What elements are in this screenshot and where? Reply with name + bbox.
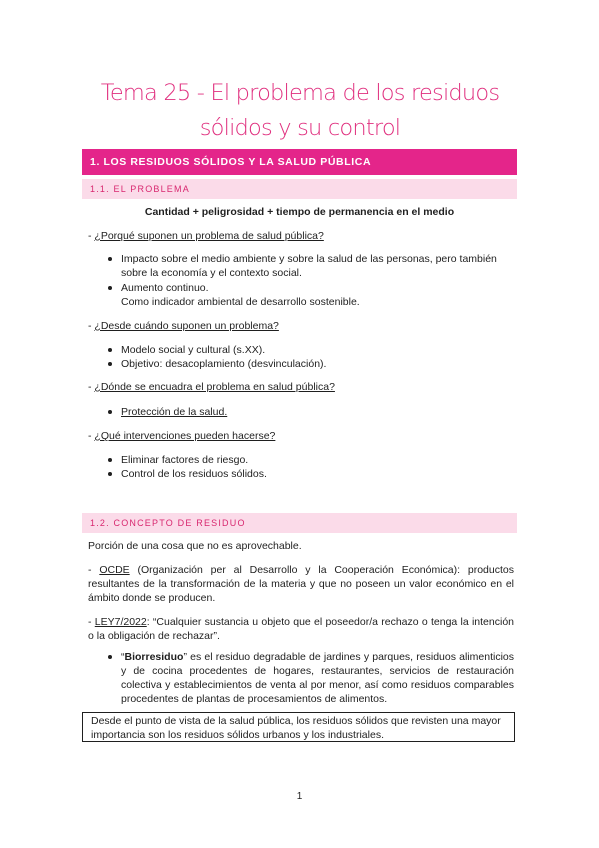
definition-text: Porción de una cosa que no es aprovechable. — [88, 540, 302, 552]
list-item: Objetivo: desacoplamiento (desvinculación). — [121, 358, 327, 370]
question-dash: - — [88, 381, 95, 393]
question-text: ¿Dónde se encuadra el problema en salud pública? — [94, 381, 335, 393]
paragraph-dash: - — [88, 616, 95, 628]
bullet-icon — [108, 655, 112, 659]
law-name: LEY7/2022 — [94, 616, 147, 628]
list-item: Control de los residuos sólidos. — [121, 468, 267, 480]
list-item: Impacto sobre el medio ambiente y sobre la salud de las personas, pero también — [121, 253, 497, 265]
law-definition: : “Cualquier sustancia u objeto que el poseedor/a rechazo o tenga la intención o la obligación de rechazar”. — [88, 616, 514, 642]
paragraph-dash: - — [88, 564, 100, 576]
quote-open: “ — [121, 651, 125, 663]
biowaste-term: Biorresiduo — [124, 651, 184, 663]
bullet-icon — [108, 362, 112, 366]
list-item: Modelo social y cultural (s.XX). — [121, 344, 266, 356]
note-box — [82, 712, 515, 742]
bullet-icon — [108, 410, 112, 414]
bullet-icon — [108, 472, 112, 476]
ocde-definition: (Organización per al Desarrollo y la Cooperación Económica): productos resultantes de la transformación de la materia y que no poseen un valor económico en el ámbito donde se producen. — [88, 564, 514, 604]
bullet-icon — [108, 286, 112, 290]
page-number: 1 — [296, 791, 303, 802]
question-2 — [88, 319, 279, 333]
question-dash: - — [88, 230, 95, 242]
ocde-paragraph — [88, 563, 514, 605]
question-text: ¿Qué intervenciones pueden hacerse? — [94, 430, 276, 442]
question-3 — [88, 380, 335, 394]
subsection-heading: 1.2. CONCEPTO DE RESIDUO — [82, 513, 517, 533]
question-text: ¿Desde cuándo suponen un problema? — [94, 320, 279, 332]
list-item-continuation: Como indicador ambiental de desarrollo sostenible. — [121, 296, 360, 308]
biowaste-definition: ” es el residuo degradable de jardines y parques, residuos alimenticios y de cocina procedentes de hogares, restaurantes, servicios de restauración colectiva y establecimientos de venta al por menor, así como residuos comparables procedentes de plantas de procesamientos de alimentos. — [121, 651, 514, 705]
page-title: Tema 25 - El problema de los residuos sólidos y su control — [100, 80, 500, 141]
biowaste-paragraph — [121, 650, 514, 706]
bullet-icon — [108, 348, 112, 352]
list-item-continuation: sobre la economía y el contexto social. — [121, 267, 302, 279]
question-1 — [88, 229, 324, 243]
subsection-heading: 1.1. EL PROBLEMA — [82, 179, 517, 199]
question-text: ¿Porqué suponen un problema de salud pública? — [94, 230, 324, 242]
list-item: Aumento continuo. — [121, 282, 209, 294]
ocde-abbreviation: OCDE — [99, 564, 130, 576]
question-dash: - — [88, 430, 95, 442]
bullet-icon — [108, 458, 112, 462]
formula-line: Cantidad + peligrosidad + tiempo de permanencia en el medio — [144, 206, 455, 218]
list-item: Protección de la salud. — [121, 406, 228, 418]
law-paragraph — [88, 615, 514, 643]
bullet-icon — [108, 257, 112, 261]
list-item: Eliminar factores de riesgo. — [121, 454, 249, 466]
question-4 — [88, 429, 275, 443]
question-dash: - — [88, 320, 95, 332]
section-heading: 1. LOS RESIDUOS SÓLIDOS Y LA SALUD PÚBLICA — [82, 149, 517, 175]
note-text: Desde el punto de vista de la salud pública, los residuos sólidos que revisten una mayor importancia son los residuos sólidos urbanos y los industriales. — [91, 715, 501, 741]
